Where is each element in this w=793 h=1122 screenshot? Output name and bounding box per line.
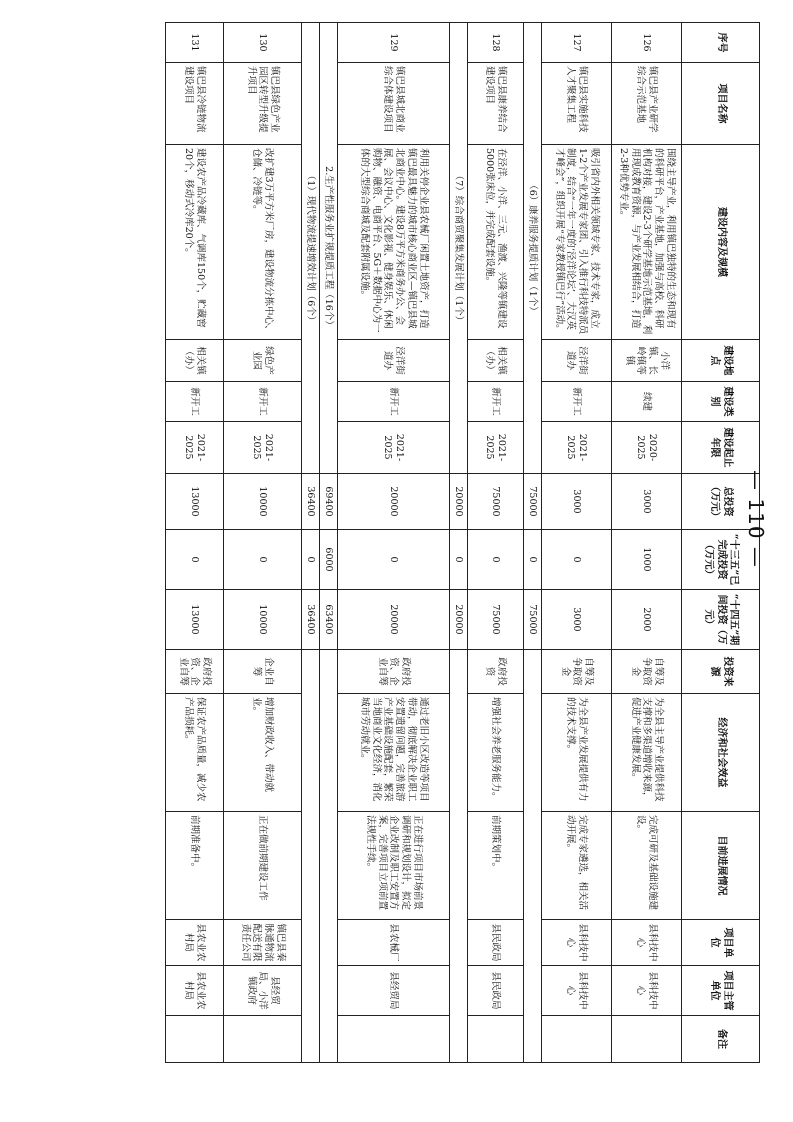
cell-source: 政府投资、企业自筹 — [338, 650, 450, 694]
section-plan14: 75000 — [524, 590, 542, 650]
section-done13: 0 — [524, 530, 542, 590]
cell-note — [612, 1016, 682, 1063]
cell-note — [542, 1016, 612, 1063]
cell-plan14: 13000 — [166, 590, 224, 650]
cell-done13: 1000 — [612, 530, 682, 590]
cell-note — [468, 1016, 524, 1063]
cell-site: 泾洋街道办 — [338, 340, 450, 382]
section-row — [320, 23, 338, 1063]
cell-total: 13000 — [166, 474, 224, 530]
cell-name: 镇巴县绿色产业园区转型升级提升项目 — [224, 63, 302, 145]
cell-progress: 正在做前期建设工作 — [224, 812, 302, 920]
cell-content: 在泾洋、小洋、三元、渔渡、兴隆等镇建设5000张床位，并完成配套设施。 — [468, 145, 524, 340]
header-plan14: “十四五”期间投资（万元） — [682, 590, 760, 650]
cell-name: 镇巴县产业研学综合示范基地 — [612, 63, 682, 145]
cell-content: 建设农产品冷藏库、气调库150个，贮藏窖20个，移动式冷库20个。 — [166, 145, 224, 340]
header-type: 建设类别 — [682, 382, 760, 422]
cell-plan14: 3000 — [542, 590, 612, 650]
cell-dept: 县经贸局 — [338, 966, 450, 1016]
section-total: 36400 — [302, 474, 320, 530]
cell-benefit: 通过老旧小区改造等项目带动，彻底解决企业职工安置遗留问题，完善旅游产业基础设施配套，繁荣当地商业文化经济，消化城市劳动就业。 — [338, 694, 450, 812]
cell-plan14: 10000 — [224, 590, 302, 650]
cell-progress: 完成可研及基础设施建设。 — [612, 812, 682, 920]
header-benefit: 经济和社会效益 — [682, 694, 760, 812]
header-total: 总投资（万元） — [682, 474, 760, 530]
cell-type: 新开工 — [166, 382, 224, 422]
cell-progress: 前期策划中。 — [468, 812, 524, 920]
cell-no: 130 — [224, 23, 302, 63]
header-content: 建设内容及规模 — [682, 145, 760, 340]
cell-unit: 县农业农村局 — [166, 920, 224, 966]
cell-no: 131 — [166, 23, 224, 63]
rotated-table-page — [68, 22, 760, 1062]
header-progress: 目前进展情况 — [682, 812, 760, 920]
cell-period: 2020-2025 — [612, 422, 682, 474]
cell-source: 政府投资 — [468, 650, 524, 694]
header-note: 备注 — [682, 1016, 760, 1063]
cell-progress: 前期准备中。 — [166, 812, 224, 920]
cell-benefit: 保证农产品质量，减少农产品损耗。 — [166, 694, 224, 812]
cell-source: 自筹及争取资金 — [542, 650, 612, 694]
cell-type: 续建 — [612, 382, 682, 422]
section-total: 69400 — [320, 474, 338, 530]
cell-source: 自筹及争取资金 — [612, 650, 682, 694]
cell-type: 新开工 — [338, 382, 450, 422]
header-source: 投资来源 — [682, 650, 760, 694]
cell-total: 10000 — [224, 474, 302, 530]
section-done13: 6000 — [320, 530, 338, 590]
section-done13: 0 — [302, 530, 320, 590]
cell-benefit: 为全县主导产业提供科技支撑和多渠道增收来源，促进产业健康发展。 — [612, 694, 682, 812]
section-empty — [302, 650, 320, 1063]
cell-site: 小洋镇、长岭镇等镇 — [612, 340, 682, 382]
cell-content: 围绕主导产业，利用镇巴独特的生态和现有的科研平台，产业基地，加强与高校、科研机构对接，建设2-3个研学基地示范基地，利用现成教育资源，与产业发展相结合，打造2-3种优势专业。 — [612, 145, 682, 340]
cell-unit: 镇巴县秦脉通物流配送有限责任公司 — [224, 920, 302, 966]
table-row — [224, 23, 302, 1063]
cell-plan14: 75000 — [468, 590, 524, 650]
cell-done13: 0 — [338, 530, 450, 590]
section-done13: 0 — [450, 530, 468, 590]
cell-no: 127 — [542, 23, 612, 63]
table-row — [612, 23, 682, 1063]
cell-unit: 县科技中心 — [542, 920, 612, 966]
cell-note — [166, 1016, 224, 1063]
table-row — [542, 23, 612, 1063]
cell-site: 泾洋街道办 — [542, 340, 612, 382]
header-no: 序号 — [682, 23, 760, 63]
cell-unit: 县科技中心 — [612, 920, 682, 966]
page-number: — 110 — — [744, 470, 768, 568]
cell-type: 新开工 — [224, 382, 302, 422]
cell-period: 2021-2025 — [542, 422, 612, 474]
cell-dept: 县科技中心 — [612, 966, 682, 1016]
table-row — [468, 23, 524, 1063]
section-plan14: 36400 — [302, 590, 320, 650]
cell-benefit: 为全县产业发展提供有力的技术支撑。 — [542, 694, 612, 812]
cell-source: 政府投资、企业自筹 — [166, 650, 224, 694]
cell-period: 2021-2025 — [224, 422, 302, 474]
cell-done13: 0 — [542, 530, 612, 590]
cell-dept: 县民政局 — [468, 966, 524, 1016]
cell-type: 新开工 — [468, 382, 524, 422]
table-row — [338, 23, 450, 1063]
cell-content: 吸引省内外相关领域专家、技术专家，成立1-2个产业发展专家团、引入推行科技特派员制度，结合“一年一度的‘泾洋论坛’、大汉英才峰会”，组织开展“专家教授镇巴行”活动。 — [542, 145, 612, 340]
cell-done13: 0 — [224, 530, 302, 590]
section-total: 75000 — [524, 474, 542, 530]
header-period: 建设起止年限 — [682, 422, 760, 474]
cell-name: 镇巴县康养结合建设项目 — [468, 63, 524, 145]
cell-note — [224, 1016, 302, 1063]
cell-type: 新开工 — [542, 382, 612, 422]
cell-source: 企业自筹 — [224, 650, 302, 694]
cell-note — [338, 1016, 450, 1063]
cell-benefit: 增加财政收入、带动就业。 — [224, 694, 302, 812]
cell-site: 绿色产业园 — [224, 340, 302, 382]
cell-no: 129 — [338, 23, 450, 63]
cell-no: 126 — [612, 23, 682, 63]
cell-plan14: 20000 — [338, 590, 450, 650]
header-dept: 项目主管单位 — [682, 966, 760, 1016]
section-plan14: 63400 — [320, 590, 338, 650]
cell-unit: 县民政局 — [468, 920, 524, 966]
cell-period: 2021-2025 — [166, 422, 224, 474]
cell-dept: 县农业农村局 — [166, 966, 224, 1016]
cell-period: 2021-2025 — [338, 422, 450, 474]
cell-progress: 正在进行项目市场前景调研和规划设计，拟定企业改制及职工安置方案，完善项目立项前置法规性手续。 — [338, 812, 450, 920]
cell-dept: 县经贸局、小洋镇政府 — [224, 966, 302, 1016]
cell-name: 镇巴县冷链物流建设项目 — [166, 63, 224, 145]
header-done13: “十三五”已完成投资（万元） — [682, 530, 760, 590]
cell-done13: 0 — [166, 530, 224, 590]
cell-content: 利用关停企业县农械厂闲置土地资产，打造镇巴最具魅力的城市核心商业区—镇巴县城北商业中心。建设8万平方米商务办公、会展、会议中心、文化影视、健身娱乐、休闲购物、融资、电商平台、5G＋数据中心为一体的大型综合商城及配套附属设施。 — [338, 145, 450, 340]
cell-done13: 0 — [468, 530, 524, 590]
cell-total: 20000 — [338, 474, 450, 530]
cell-total: 75000 — [468, 474, 524, 530]
cell-unit: 县农械厂 — [338, 920, 450, 966]
section-empty — [320, 650, 338, 1063]
section-total: 20000 — [450, 474, 468, 530]
cell-total: 3000 — [542, 474, 612, 530]
cell-plan14: 2000 — [612, 590, 682, 650]
section-label: （6）康养服务提质计划（1个） — [524, 23, 542, 474]
cell-name: 镇巴县实施科技人才聚集工程 — [542, 63, 612, 145]
section-label: （7）综合商贸聚集发展计划（1个） — [450, 23, 468, 474]
project-table — [165, 22, 760, 1063]
header-site: 建设地点 — [682, 340, 760, 382]
page-number-area — [734, 470, 774, 650]
section-row — [450, 23, 468, 1063]
section-plan14: 20000 — [450, 590, 468, 650]
cell-no: 128 — [468, 23, 524, 63]
cell-content: 改扩建3万平方米厂房，建设物流分拣中心、仓储、冷链等。 — [224, 145, 302, 340]
section-label: （1）现代物流提速增效计划（6个） — [302, 23, 320, 474]
cell-site: 相关镇（办） — [468, 340, 524, 382]
cell-site: 相关镇（办） — [166, 340, 224, 382]
cell-progress: 完成专家遴选，相关活动开展。 — [542, 812, 612, 920]
section-row — [524, 23, 542, 1063]
header-unit: 项目单位 — [682, 920, 760, 966]
cell-dept: 县科技中心 — [542, 966, 612, 1016]
section-empty — [524, 650, 542, 1063]
cell-name: 镇巴县城北商业综合体建设项目 — [338, 63, 450, 145]
cell-benefit: 增强社会养老服务能力。 — [468, 694, 524, 812]
header-name: 项目名称 — [682, 63, 760, 145]
cell-period: 2021-2025 — [468, 422, 524, 474]
cell-total: 3000 — [612, 474, 682, 530]
section-row — [302, 23, 320, 1063]
section-label: 2.生产性服务业扩规提质工程（16个） — [320, 23, 338, 474]
section-empty — [450, 650, 468, 1063]
table-row — [166, 23, 224, 1063]
